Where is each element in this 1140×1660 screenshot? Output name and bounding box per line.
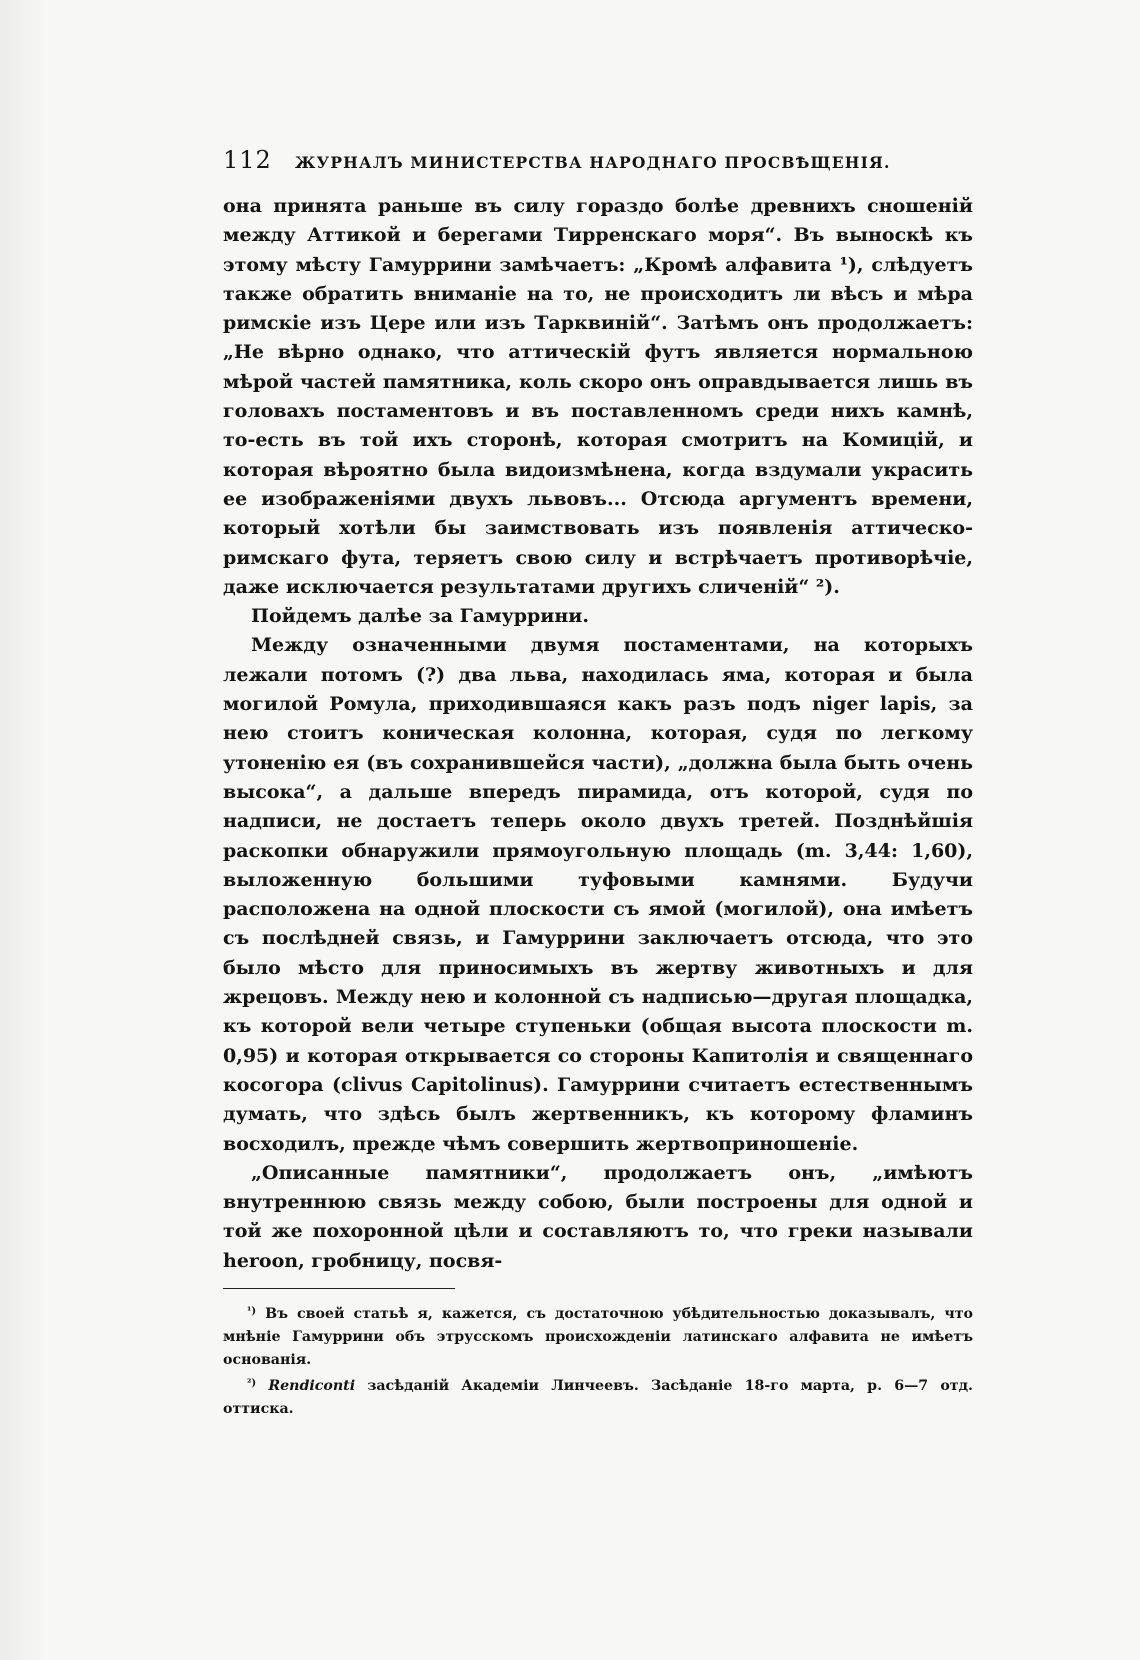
page-number: 112 [223, 146, 272, 174]
footnote-text: засѣданій Академіи Линчеевъ. Засѣданіе 18-го марта, р. 6—7 отд. оттиска. [223, 1377, 973, 1417]
footnote-mark: ²) [247, 1377, 257, 1389]
body-text [223, 192, 973, 1276]
footnote [223, 1300, 973, 1372]
footnote [223, 1372, 973, 1421]
running-head: ЖУРНАЛЪ МИНИСТЕРСТВА НАРОДНАГО ПРОСВѢЩЕНІЯ. [295, 153, 891, 172]
page-header [223, 146, 973, 174]
paragraph: она принята раньше въ силу гораздо болѣе древнихъ сношеній между Аттикой и берегами Тирренскаго моря“. Въ выноскѣ къ этому мѣсту Гамуррини замѣчаетъ: „Кромѣ алфавита ¹), слѣдуетъ также обратить вниманіе на то, не происходитъ ли вѣсъ и мѣра римскіе изъ Цере или изъ Тарквиній“. Затѣмъ онъ продолжаетъ: „Не вѣрно однако, что аттическій футъ является нормальною мѣрой частей памятника, коль скоро онъ оправдывается лишь въ головахъ постаментовъ и въ поставленномъ среди нихъ камнѣ, то-есть въ той ихъ сторонѣ, которая смотритъ на Комицій, и которая вѣроятно была видоизмѣнена, когда вздумали украсить ее изображеніями двухъ львовъ... Отсюда аргументъ времени, который хотѣли бы заимствовать изъ появленія аттическо-римскаго фута, теряетъ свою силу и встрѣчаетъ противорѣчіе, даже исключается результатами другихъ сличеній“ ²). [223, 195, 973, 598]
footnote-mark: ¹) [247, 1305, 257, 1317]
page-shadow [0, 0, 48, 1660]
paragraph: „Описанные памятники“, продолжаетъ онъ, „имѣютъ внутреннюю связь между собою, были построены для одной и той же похоронной цѣли и составляютъ то, что греки называли heroon, гробницу, посвя- [223, 1161, 973, 1272]
book-page [223, 146, 973, 1421]
paragraph: Пойдемъ далѣе за Гамуррини. [251, 605, 590, 628]
footnote-italic-title: Rendiconti [268, 1377, 356, 1394]
paragraph: Между означенными двумя постаментами, на которыхъ лежали потомъ (?) два льва, находилась яма, которая и была могилой Ромула, приходившаяся какъ разъ подъ niger lapis, за нею стоитъ коническая колонна, которая, судя по легкому утоненію ея (въ сохранившейся части), „должна была быть очень высока“, а дальше впередъ пирамида, отъ которой, судя по надписи, не достаетъ теперь около двухъ третей. Позднѣйшія раскопки обнаружили прямоугольную площадь (m. 3,44: 1,60), выложенную большими туфовыми камнями. Будучи расположена на одной плоскости съ ямой (могилой), она имѣетъ съ послѣдней связь, и Гамуррини заключаетъ отсюда, что это было мѣсто для приносимыхъ въ жертву животныхъ и для жрецовъ. Между нею и колонной съ надписью—другая площадка, къ которой вели четыре ступеньки (общая высота плоскости m. 0,95) и которая открывается со стороны Капитолія и священнаго косогора (clivus Capitolinus). Гамуррини считаетъ естественнымъ думать, что здѣсь былъ жертвенникъ, къ которому фламинъ восходилъ, прежде чѣмъ совершить жертвоприношеніе. [223, 634, 973, 1155]
footnote-text: Въ своей статьѣ я, кажется, съ достаточною убѣдительностью доказывалъ, что мнѣніе Гамуррини объ этрусскомъ происхожденіи латинскаго алфавита не имѣетъ основанія. [223, 1305, 973, 1368]
footnotes [223, 1300, 973, 1421]
footnote-divider [223, 1288, 455, 1289]
